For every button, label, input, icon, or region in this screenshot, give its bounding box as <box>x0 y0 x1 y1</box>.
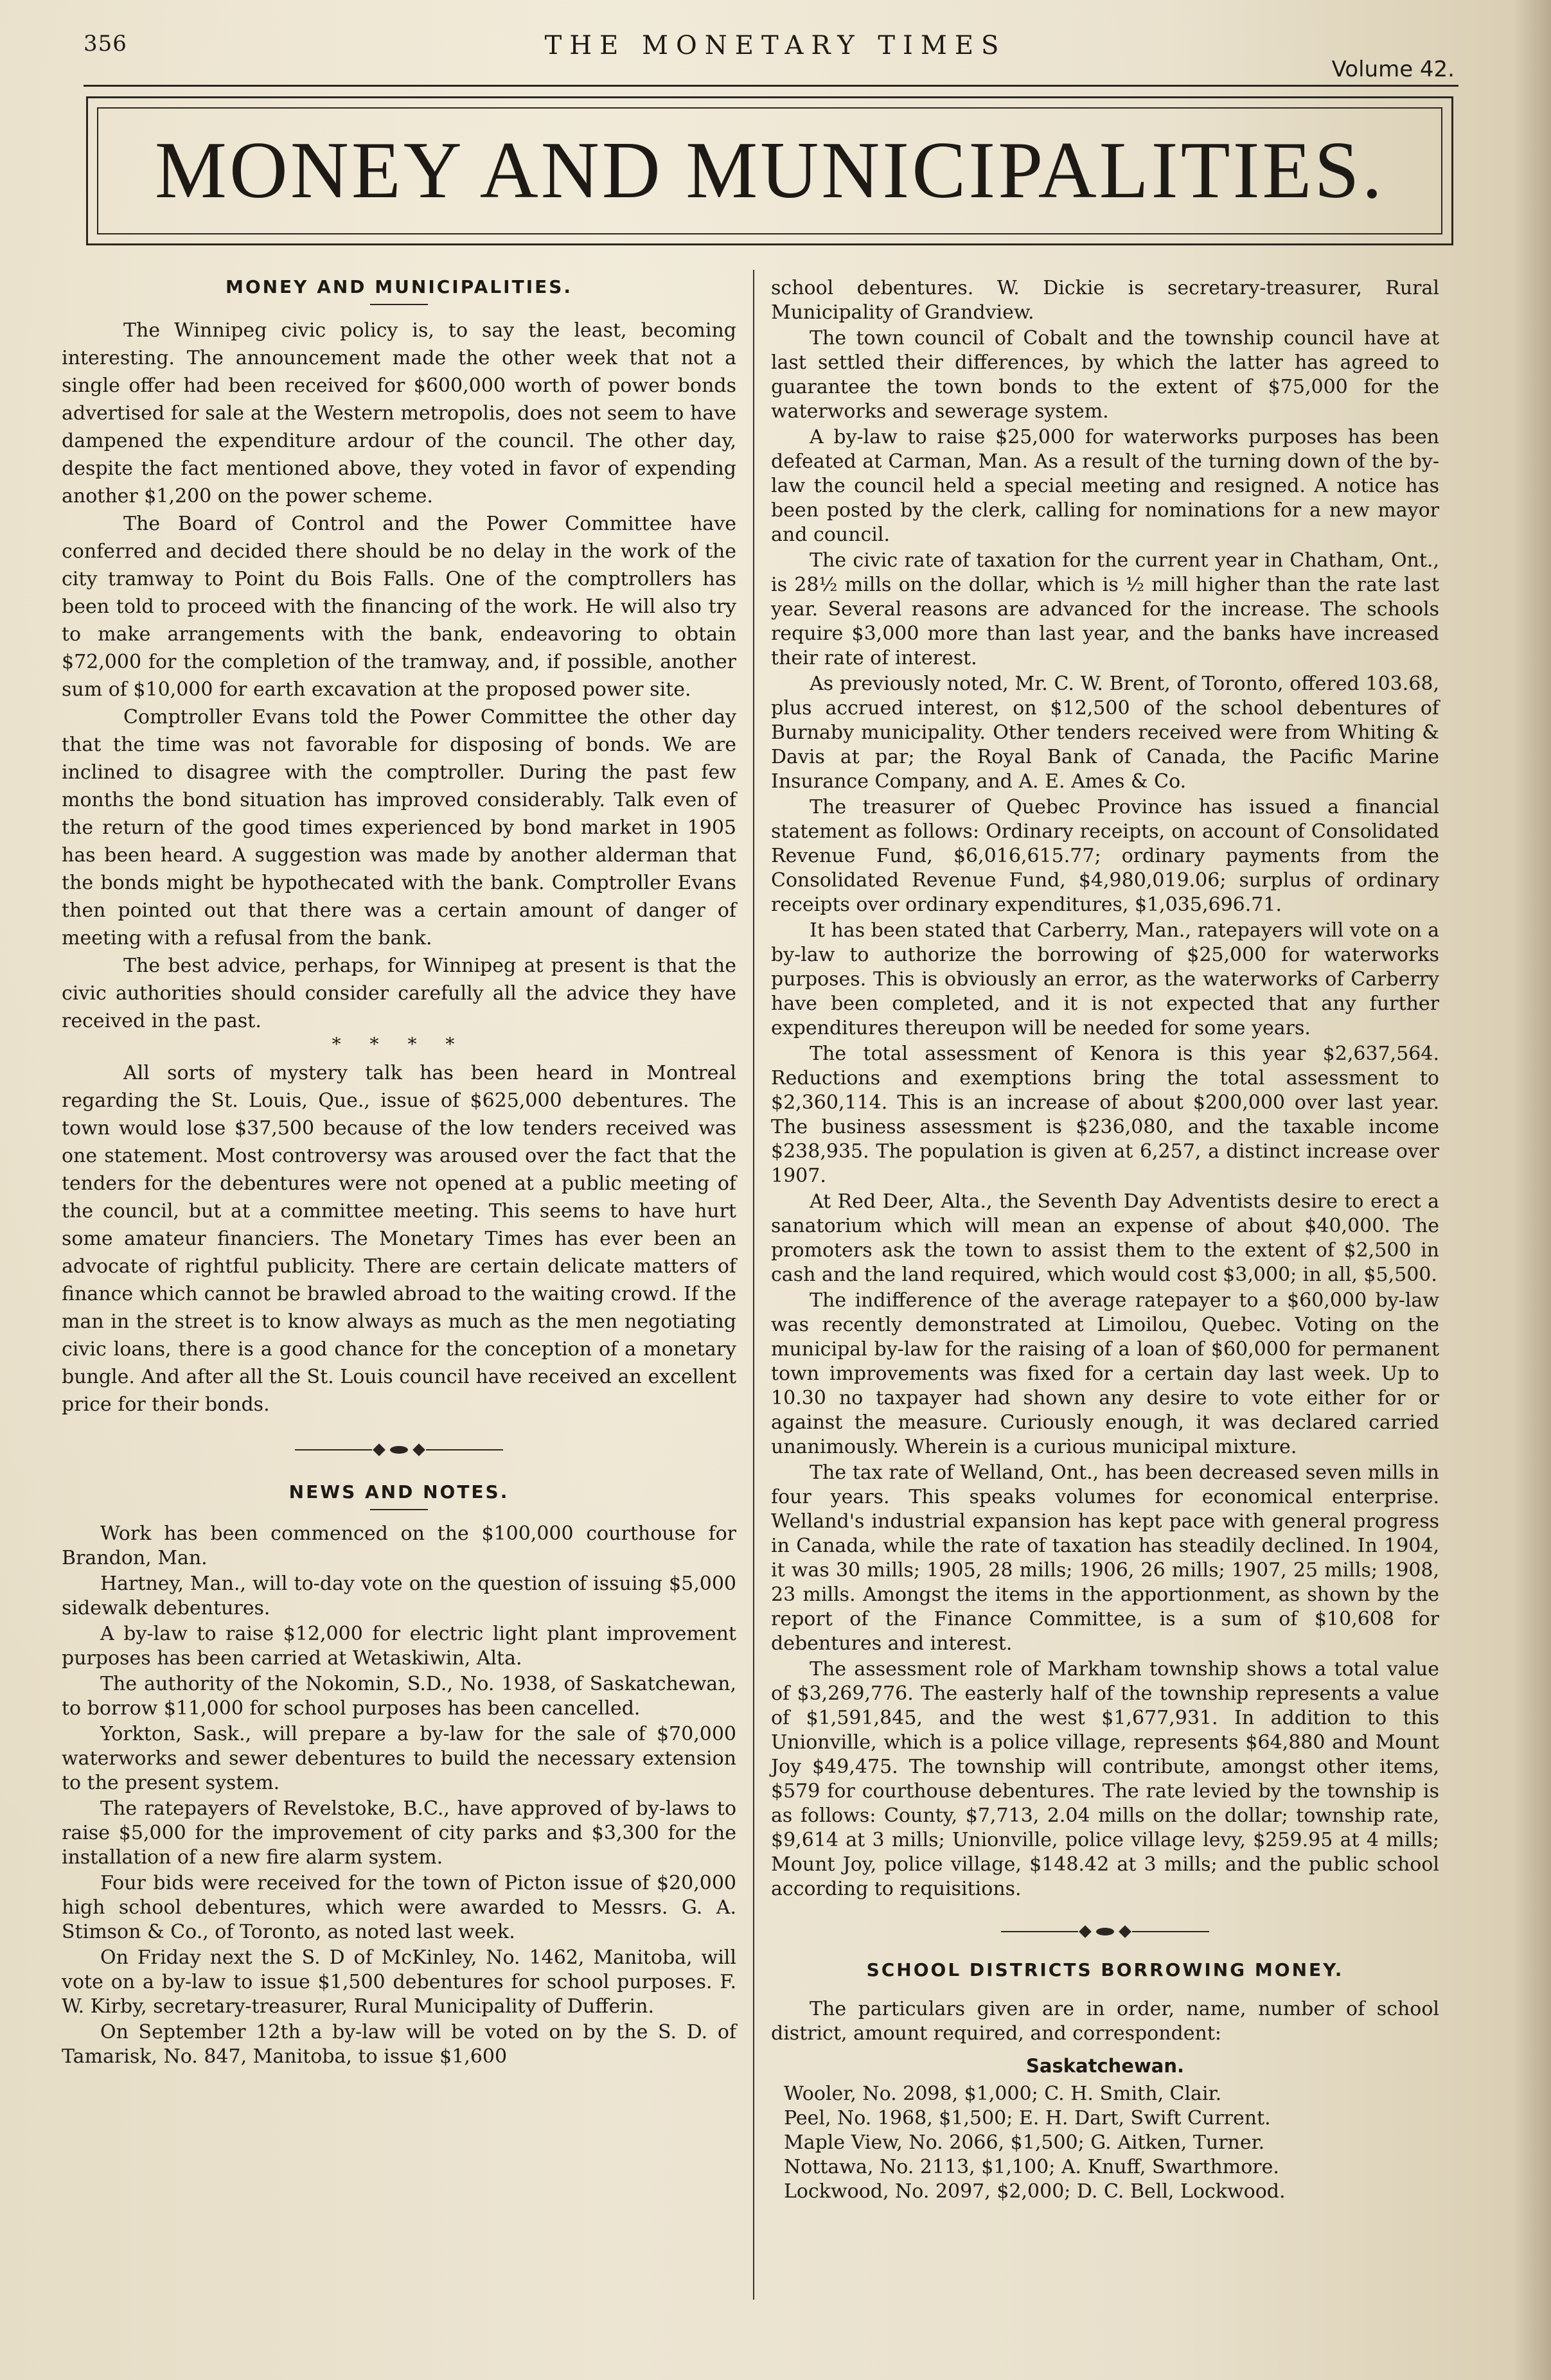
money-heading: MONEY AND MUNICIPALITIES. <box>225 276 573 297</box>
page-edge-shadow <box>1512 0 1551 2380</box>
heading-rule <box>370 1509 428 1510</box>
article-paragraph: The Board of Control and the Power Committee have conferred and decided there should be no delay in the work of the city tramway to Point du Bois Falls. One of the comptrollers has been told to proceed with the financing of the work. He will also try to make arrangements with the bank, endeavoring to obtain $72,000 for the completion of the tramway, and, if possible, another sum of $10,000 for earth excavation at the proposed power site. <box>62 513 736 701</box>
banner-title: MONEY AND MUNICIPALITIES. <box>154 126 1385 215</box>
article-paragraph: As previously noted, Mr. C. W. Brent, of Toronto, offered 103.68, plus accrued interest, on $12,500 of the school debentures of Burnaby municipality. Other tenders received were from Whiting & Davis at par; the Royal Bank of Canada, the Pacific Marine Insurance Company, and A. E. Ames & Co. <box>771 673 1439 793</box>
school-intro: The particulars given are in order, name, number of school district, amount required, and correspondent: <box>771 1998 1439 2045</box>
news-item: On September 12th a by-law will be voted on by the S. D. of Tamarisk, No. 847, Manitoba, to issue $1,600 <box>62 2021 736 2068</box>
article-paragraph: The indifference of the average ratepayer to a $60,000 by-law was recently demonstrated at Limoilou, Quebec. Voting on the municipal by-law for the raising of a loan of $60,000 for permanent town improvements was fixed for a certain day last week. Up to 10.30 no taxpayer had shown any desire to vote either for or against the measure. Curiously enough, it was declared carried unanimously. Wherein is a curious municipal mixture. <box>771 1289 1439 1458</box>
school-list-item: Lockwood, No. 2097, $2,000; D. C. Bell, Lockwood. <box>784 2180 1286 2203</box>
news-item: A by-law to raise $12,000 for electric light plant improvement purposes has been carried at Wetaskiwin, Alta. <box>62 1623 736 1670</box>
news-item: Four bids were received for the town of Picton issue of $20,000 high school debentures, which were awarded to Messrs. G. A. Stimson & Co., of Toronto, as noted last week. <box>62 1872 736 1943</box>
article-paragraph: At Red Deer, Alta., the Seventh Day Adventists desire to erect a sanatorium which will mean an expense of about $40,000. The promoters ask the town to assist them to the extent of $2,500 in cash and the land required, which would cost $3,000; in all, $5,500. <box>771 1190 1439 1286</box>
article-paragraph: The Winnipeg civic policy is, to say the least, becoming interesting. The announcement made the other week that not a single offer had been received for $600,000 worth of power bonds advertised for sale at the Western metropolis, does not seem to have dampened the expenditure ardour of the council. The other day, despite the fact mentioned above, they voted in favor of expending another $1,200 on the power scheme. <box>62 319 736 507</box>
article-paragraph: school debentures. W. Dickie is secretary-treasurer, Rural Municipality of Grandview. <box>771 277 1439 324</box>
news-item: The ratepayers of Revelstoke, B.C., have approved of by-laws to raise $5,000 for the improvement of city parks and $3,300 for the installation of a new fire alarm system. <box>62 1797 736 1869</box>
article-paragraph: The treasurer of Quebec Province has issued a financial statement as follows: Ordinary receipts, on account of Consolidated Revenue Fund, $6,016,615.77; ordinary payments from the Consolidated Revenue Fund, $4,980,019.06; surplus of ordinary receipts over ordinary expenditures, $1,035,696.71. <box>771 796 1439 916</box>
section-banner-frame <box>97 107 1442 234</box>
ornament-divider <box>771 1927 1439 1936</box>
left-column <box>62 276 736 2070</box>
article-paragraph: A by-law to raise $25,000 for waterworks purposes has been defeated at Carman, Man. As a result of the turning down of the by-law the council held a special meeting and resigned. A notice has been posted by the clerk, calling for nominations for a new mayor and council. <box>771 426 1439 546</box>
heading-rule <box>370 304 428 305</box>
article-paragraph: It has been stated that Carberry, Man., ratepayers will vote on a by-law to authorize the borrowing of $25,000 for waterworks purposes. This is obviously an error, as the waterworks of Carberry have been completed, and it is not expected that any further expenditures thereupon will be needed for some years. <box>771 919 1439 1039</box>
ornament-divider <box>62 1445 736 1454</box>
article-paragraph: The tax rate of Welland, Ont., has been decreased seven mills in four years. This speaks volumes for economical enterprise. Welland's industrial expansion has kept pace with general progress in Canada, while the rate of taxation has steadily declined. In 1904, it was 30 mills; 1905, 28 mills; 1906, 26 mills; 1907, 25 mills; 1908, 23 mills. Amongst the items in the apportionment, as shown by the report of the Finance Committee, is a sum of $10,608 for debentures and interest. <box>771 1461 1439 1655</box>
school-list-item: Peel, No. 1968, $1,500; E. H. Dart, Swift Current. <box>784 2107 1271 2129</box>
news-item: Work has been commenced on the $100,000 courthouse for Brandon, Man. <box>62 1522 736 1569</box>
article-paragraph: The assessment role of Markham township shows a total value of $3,269,776. The easterly half of the township represents a value of $1,591,845, and the west $1,677,931. In addition to this Unionville, which is a police village, represents $64,880 and Mount Joy $49,475. The township will contribute, amongst other items, $579 for courthouse debentures. The rate levied by the township is as follows: County, $7,713, 2.04 mills on the dollar; township rate, $9,614 at 3 mills; Unionville, police village levy, $259.95 at 4 mills; Mount Joy, police village, $148.42 at 3 mills; and the public school according to requisitions. <box>771 1658 1439 1900</box>
school-list-item: Nottawa, No. 2113, $1,100; A. Knuff, Swarthmore. <box>784 2156 1279 2178</box>
column-divider <box>753 270 754 2300</box>
running-head: THE MONETARY TIMES <box>544 31 1007 60</box>
news-item: Hartney, Man., will to-day vote on the question of issuing $5,000 sidewalk debentures. <box>62 1573 736 1619</box>
header-rule <box>84 85 1458 87</box>
school-list-item: Maple View, No. 2066, $1,500; G. Aitken, Turner. <box>784 2131 1265 2154</box>
article-paragraph: Comptroller Evans told the Power Committee the other day that the time was not favorable for disposing of bonds. We are inclined to disagree with the comptroller. During the past few months the bond situation has improved considerably. Talk even of the return of the good times experienced by bond market in 1905 has been heard. A suggestion was made by another alderman that the bonds might be hypothecated with the bank. Comptroller Evans then pointed out that there was a certain amount of danger of meeting with a refusal from the bank. <box>62 706 736 949</box>
province-heading: Saskatchewan. <box>1026 2055 1184 2077</box>
article-paragraph: All sorts of mystery talk has been heard in Montreal regarding the St. Louis, Que., issue of $625,000 debentures. The town would lose $37,500 because of the low tenders received was one statement. Most controversy was aroused over the fact that the tenders for the debentures were not opened at a public meeting of the council, but at a committee meeting. This seems to have hurt some amateur financiers. The Monetary Times has ever been an advocate of rightful publicity. There are certain delicate matters of finance which cannot be brawled abroad to the waiting crowd. If the man in the street is to know always as much as the men negotiating civic loans, there is a good chance for the conception of a monetary bungle. And after all the St. Louis council have received an excellent price for their bonds. <box>62 1062 736 1416</box>
section-banner <box>86 96 1453 245</box>
volume-label: Volume 42. <box>1331 57 1455 82</box>
right-column <box>771 276 1439 2204</box>
asterism-separator: * * * * <box>332 1034 466 1055</box>
article-paragraph: The civic rate of taxation for the current year in Chatham, Ont., is 28½ mills on the dollar, which is ½ mill higher than the rate last year. Several reasons are advanced for the increase. The schools require $3,000 more than last year, and the banks have increased their rate of interest. <box>771 549 1439 669</box>
article-paragraph: The best advice, perhaps, for Winnipeg at present is that the civic authorities should consider carefully all the advice they have received in the past. <box>62 955 736 1032</box>
article-paragraph: The town council of Cobalt and the township council have at last settled their differences, by which the latter has agreed to guarantee the town bonds to the extent of $75,000 for the waterworks and sewerage system. <box>771 327 1439 423</box>
news-item: Yorkton, Sask., will prepare a by-law for the sale of $70,000 waterworks and sewer debentures to build the necessary extension to the present system. <box>62 1723 736 1794</box>
news-item: On Friday next the S. D of McKinley, No. 1462, Manitoba, will vote on a by-law to issue $1,500 debentures for school purposes. F. W. Kirby, secretary-treasurer, Rural Municipality of Dufferin. <box>62 1946 736 2018</box>
school-list-item: Wooler, No. 2098, $1,000; C. H. Smith, Clair. <box>784 2083 1222 2105</box>
news-item: The authority of the Nokomin, S.D., No. 1938, of Saskatchewan, to borrow $11,000 for school purposes has been cancelled. <box>62 1673 736 1720</box>
school-districts-heading: SCHOOL DISTRICTS BORROWING MONEY. <box>866 1959 1344 1980</box>
article-paragraph: The total assessment of Kenora is this year $2,637,564. Reductions and exemptions bring the total assessment to $2,360,114. This is an increase of about $200,000 over last year. The business assessment is $236,080, and the taxable income $238,935. The population is given at 6,257, a distinct increase over 1907. <box>771 1043 1439 1187</box>
news-heading: NEWS AND NOTES. <box>288 1481 510 1503</box>
page-number: 356 <box>84 31 127 57</box>
